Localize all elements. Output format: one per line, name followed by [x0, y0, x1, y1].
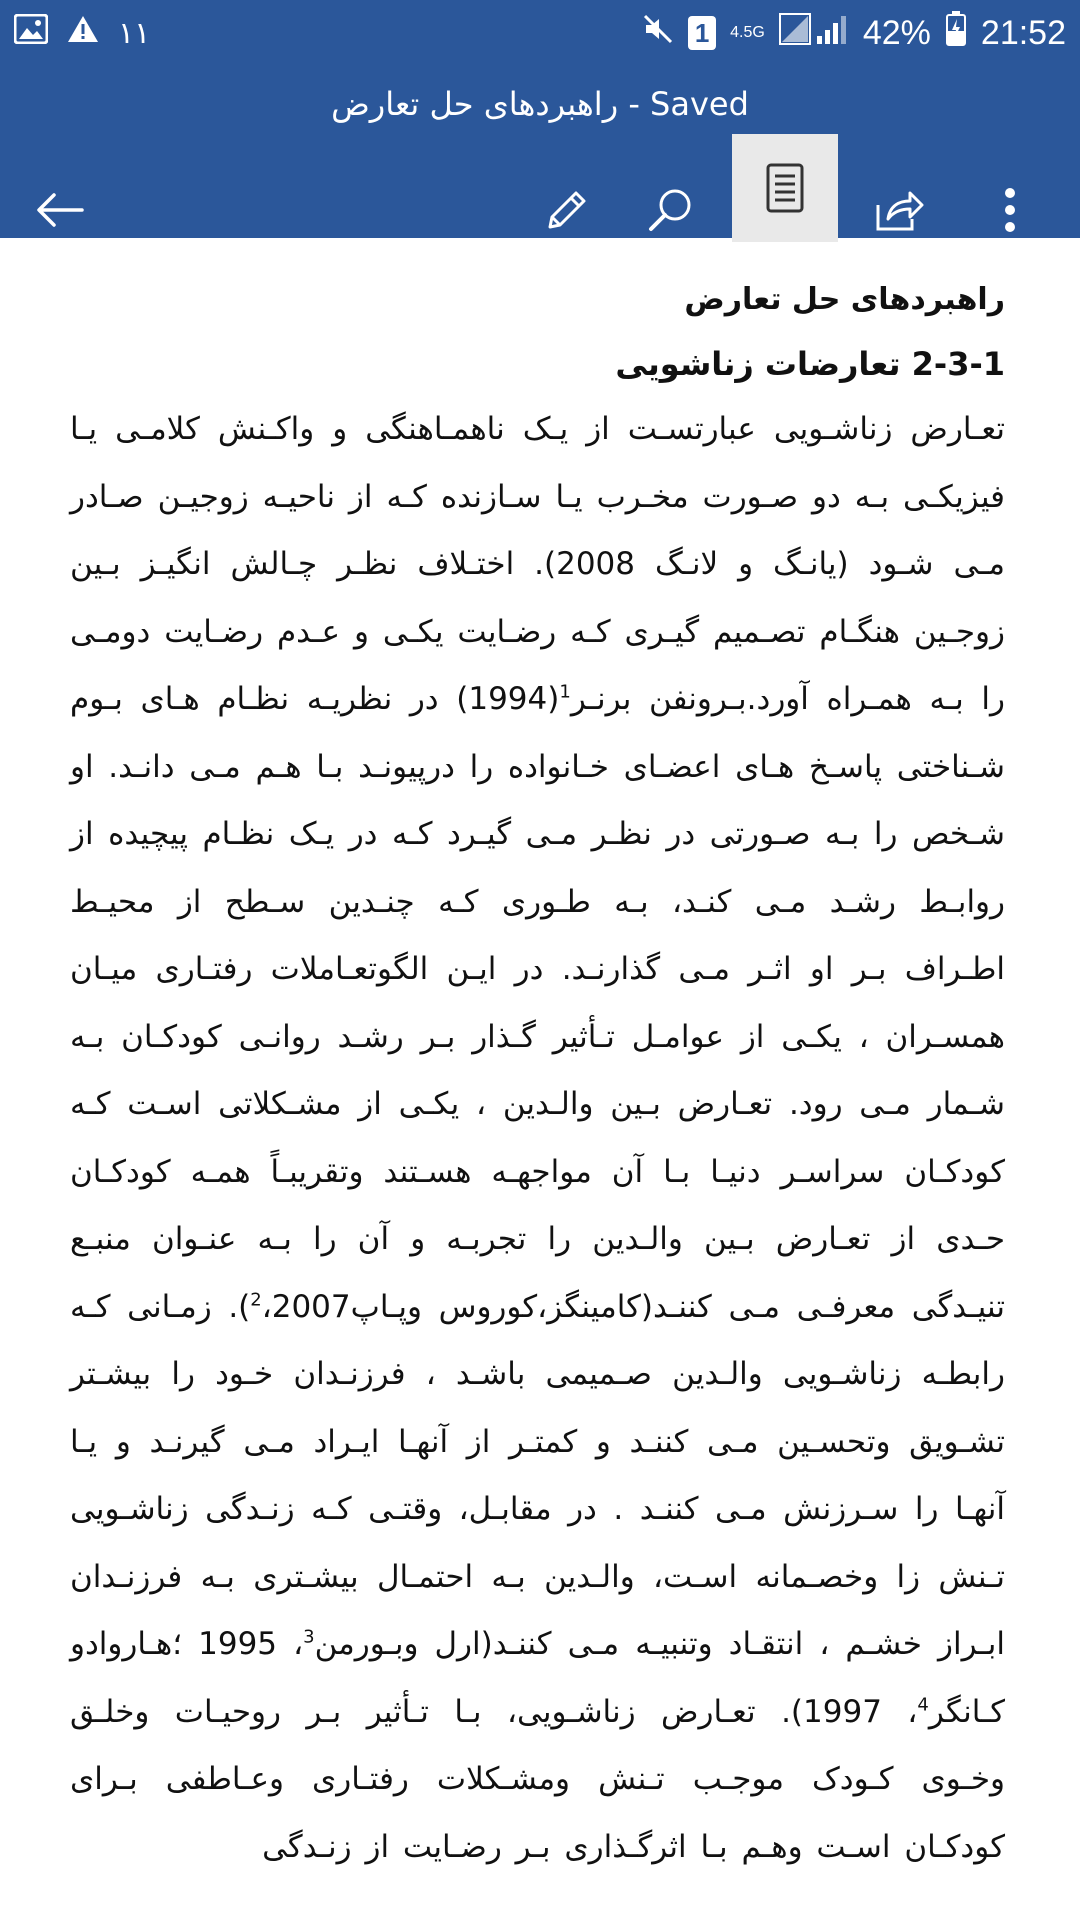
warning-icon [66, 14, 100, 52]
search-icon [645, 185, 695, 235]
status-bar [0, 0, 1080, 66]
notification-count: ۱۱ [118, 16, 151, 50]
back-arrow-icon [34, 190, 86, 230]
status-right-group [642, 10, 1066, 56]
app-toolbar [0, 66, 1080, 238]
signal-icon [779, 12, 849, 55]
sim-badge: 1 [688, 16, 716, 50]
body-paragraph [70, 396, 1005, 1881]
text-run-3: ،2007). زمـانی کـه رابطـه زناشـویی والـدین صـمیمی باشـد ، فرزنـدان خـود را بیشـتر تشـویق وتحسـین مـی کننـد و کمتـر از آنهـا ایـراد مـی گیرنـد و یـا آنهـا را سـرزنش مـی کننـد . در مقابـل، وقتـی کـه زنـدگی زناشـویی تـنش زا وخصـمانه اسـت، والـدین بـه احتمـال بیشـتری بـه فرزنـدان ابـراز خشـم ، انتقـاد وتنبیـه مـی کننـد(ارل وبـورمن [70, 1288, 1005, 1662]
network-type: 4.5G [730, 24, 765, 41]
pencil-icon [540, 185, 590, 235]
clock: 21:52 [980, 13, 1066, 52]
battery-percent: 42% [862, 13, 931, 52]
text-run-4: ، 1995 ؛هـاروادو کـانگر [70, 1626, 1005, 1730]
share-icon [872, 185, 924, 235]
text-run-1: تعـارض زناشـویی عبارتسـت از یـک ناهمـاهنگی و واکـنش کلامـی یـا فیزیکـی بـه دو صـورت مخـرب یـا سـازنده کـه از ناحیـه زوجیـن صـادر مـی شـود (یانـگ و لانـگ 2008). اختـلاف نظـر چـالش انگیـز بـین زوجـین هنگـام تصـمیم گیـری کـه رضـایت یکـی و عـدم رضـایت دومـی را بـه همـراه آورد.بـرونفن برنـر [70, 411, 1006, 717]
footnote-ref-3[interactable]: 3 [303, 1626, 315, 1648]
footnote-ref-4[interactable]: 4 [917, 1694, 929, 1716]
status-left-group [14, 10, 150, 56]
document-title: راهبردهای حل تعارض - Saved [331, 85, 749, 123]
more-vertical-icon [1004, 187, 1016, 233]
section-heading: 2-3-1 تعارضات زناشویی [615, 345, 1005, 383]
text-run-2: (1994) در نظریـه نظـام هـای بـوم شـناختی پاسـخ هـای اعضـای خـانواده را درپیونـد بـا هـم مـی دانـد. او شـخص را بـه صـورتی در نظـر مـی گیـرد کـه در یـک نظـام پیچیده از روابـط رشـد مـی کنـد، بـه طـوری کـه چنـدین سـطح از محیـط اطـراف بـر او اثـر مـی گذارنـد. در ایـن الگوتعـاملات رفتـاری میـان همسـران ، یکـی از عوامـل تـأثیر گـذار بـر رشـد روانـی کودکـان بـه شـمار مـی رود. تعـارض بـین والـدین ، یکـی از مشـکلاتی اسـت کـه کودکـان سراسـر دنیـا بـا آن مواجهـه هسـتند وتقریبـاً همـه کودکـان حـدی از تعـارض بـین والـدین را تجربـه و آن را بـه عنـوان منبـع تنیـدگی معرفـی مـی کننـد(کامینگز،کوروس وپـاپ [70, 681, 1005, 1325]
text-run-5: ، 1997). تعـارض زناشـویی، بـا تـأثیر بـر روحیـات وخلـق وخـوی کـودک موجـب تـنش ومشـکلات رفتـاری وعـاطفی بـرای کودکـان اسـت وهـم بـا اثرگـذاری بـر رضـایت از زنـدگی [70, 1693, 1005, 1865]
reading-view-icon [765, 162, 805, 214]
footnote-ref-1[interactable]: 1 [559, 681, 571, 703]
footnote-ref-2[interactable]: 2 [250, 1289, 262, 1311]
mute-icon [642, 13, 674, 54]
document-body[interactable] [70, 238, 1005, 1920]
gallery-notification-icon [14, 14, 48, 52]
document-heading: راهبردهای حل تعارض [684, 282, 1005, 317]
reading-view-button[interactable] [732, 134, 838, 242]
battery-charging-icon [945, 11, 967, 56]
